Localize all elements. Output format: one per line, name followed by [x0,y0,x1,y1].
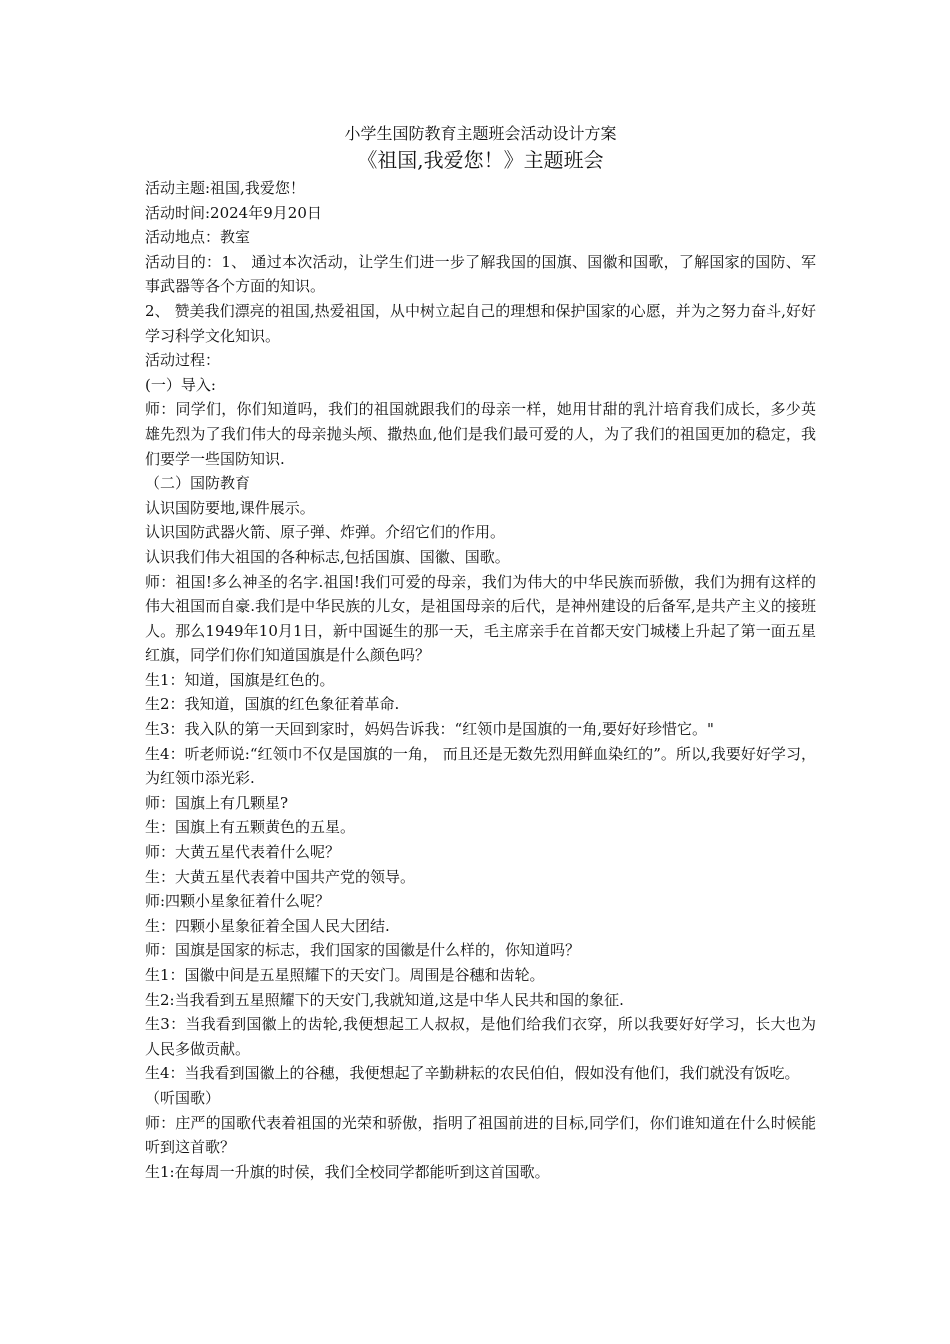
paragraph: 生4：听老师说:“红领巾不仅是国旗的一角， 而且还是无数先烈用鲜血染红的”。所以,我要好好学习，为红领巾添光彩. [145,744,816,788]
paragraph: 师：大黄五星代表着什么呢？ [145,843,341,862]
paragraph: 生3：我入队的第一天回到家时，妈妈告诉我：“红领巾是国旗的一角,要好好珍惜它。" [145,720,714,739]
paragraph: 师：同学们，你们知道吗，我们的祖国就跟我们的母亲一样，她用甘甜的乳汁培育我们成长，多少英雄先烈为了我们伟大的母亲抛头颅、撒热血,他们是我们最可爱的人，为了我们的祖国更加的稳定，我们要学一些国防知识. [145,400,816,468]
paragraph: 认识我们伟大祖国的各种标志,包括国旗、国徽、国歌。 [145,547,510,566]
paragraph: 活动时间:2024年9月20日 [145,203,322,222]
paragraph: 认识国防武器火箭、原子弹、炸弹。介绍它们的作用。 [145,523,506,542]
document-title: 小学生国防教育主题班会活动设计方案 [344,124,617,143]
paragraph: 活动过程： [145,351,221,370]
paragraph: 生3：当我看到国徽上的齿轮,我便想起工人叔叔，是他们给我们衣穿，所以我要好好学习，长大也为人民多做贡献。 [145,1015,816,1058]
paragraph: 生1：知道，国旗是红色的。 [145,670,335,689]
paragraph: 生4：当我看到国徽上的谷穗，我便想起了辛勤耕耘的农民伯伯，假如没有他们，我们就没有饭吃。 [145,1064,800,1083]
paragraph: 认识国防要地,课件展示。 [145,498,315,517]
paragraph: 生：国旗上有五颗黄色的五星。 [145,818,356,837]
paragraph: （听国歌） [145,1088,221,1107]
paragraph: 师：庄严的国歌代表着祖国的光荣和骄傲，指明了祖国前进的目标,同学们，你们谁知道在什么时候能听到这首歌？ [145,1113,816,1157]
paragraph: 生：大黄五星代表着中国共产党的领导。 [145,867,416,886]
paragraph: 生2:当我看到五星照耀下的天安门,我就知道,这是中华人民共和国的象征. [145,990,624,1009]
paragraph: 生1：国徽中间是五星照耀下的天安门。周围是谷穗和齿轮。 [145,966,545,984]
paragraph: 生：四颗小星象征着全国人民大团结. [145,916,390,935]
paragraph: 2、 赞美我们漂亮的祖国,热爱祖国，从中树立起自己的理想和保护国家的心愿，并为之努力奋斗,好好学习科学文化知识。 [145,301,816,345]
document-subtitle: 《祖国,我爱您！》主题班会 [357,148,604,172]
document-body [145,176,816,1184]
paragraph: 师：国旗是国家的标志，我们国家的国徽是什么样的，你知道吗？ [145,941,581,960]
paragraph: 师：祖国!多么神圣的名字.祖国!我们可爱的母亲，我们为伟大的中华民族而骄傲，我们为拥有这样的伟大祖国而自豪.我们是中华民族的儿女，是祖国母亲的后代，是神州建设的后备军,是共产主义的接班人。那么1949年10月1日，新中国诞生的那一天，毛主席亲手在首都天安门城楼上升起了第一面五星红旗，同学们你们知道国旗是什么颜色吗？ [145,572,816,665]
paragraph: 生1:在每周一升旗的时侯，我们全校同学都能听到这首国歌。 [145,1162,550,1181]
paragraph: 活动主题:祖国,我爱您！ [145,179,305,197]
paragraph: 师：国旗上有几颗星? [145,793,289,812]
paragraph: （二）国防教育 [145,474,251,493]
paragraph: (一）导入: [145,375,216,394]
paragraph: 师:四颗小星象征着什么呢？ [145,892,331,911]
paragraph: 活动目的：1、 通过本次活动，让学生们进一步了解我国的国旗、国徽和国歌，了解国家的国防、军事武器等各个方面的知识。 [145,252,816,296]
paragraph: 生2：我知道，国旗的红色象征着革命. [145,695,400,714]
paragraph: 活动地点：教室 [145,228,251,247]
